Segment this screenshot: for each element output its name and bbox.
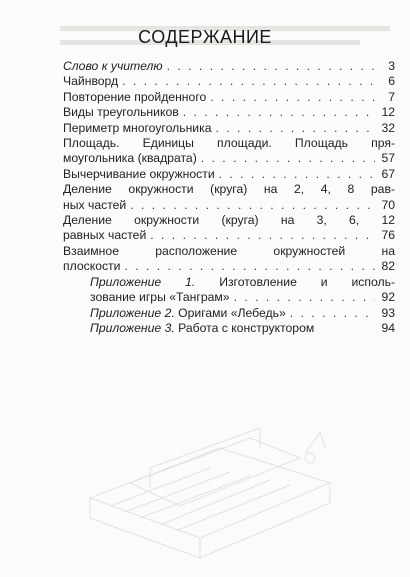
- toc-entry: [63, 321, 395, 336]
- page-title: СОДЕРЖАНИЕ: [138, 27, 272, 47]
- toc-entry-label: плоскости: [63, 259, 121, 274]
- dot-leader: [201, 151, 375, 166]
- toc-entry-page: 12: [381, 105, 395, 120]
- toc-entry-line1: Деление окружности (круга) на 2, 4, 8 рав-: [63, 182, 395, 197]
- toc-entry-page: 76: [381, 228, 395, 243]
- toc-entry-page: 67: [381, 166, 395, 181]
- toc-entry-page: 92: [381, 290, 395, 305]
- toc-entry-label: Виды треугольников: [63, 105, 179, 120]
- appendix-title: Оригами «Лебедь»: [174, 305, 286, 320]
- toc-entry: [63, 306, 395, 321]
- toc-entry-label: Чайнворд: [63, 74, 119, 89]
- appendix-label: Приложение 2.: [90, 305, 175, 320]
- toc-entry: [63, 59, 395, 74]
- dot-leader: [167, 59, 375, 74]
- dot-leader: [130, 198, 375, 213]
- toc-entry-label: Повторение пройденного: [63, 89, 207, 104]
- toc-entry: [63, 290, 395, 305]
- toc-entry-page: 6: [388, 74, 395, 89]
- toc-entry-line1: Деление окружности (круга) на 3, 6, 12: [63, 213, 395, 228]
- dot-leader: [210, 90, 375, 105]
- table-of-contents: [63, 59, 395, 336]
- toc-entry-page: 94: [381, 320, 395, 335]
- dot-leader: [122, 74, 375, 89]
- toc-entry-page: 70: [381, 197, 395, 212]
- toc-entry-page: 82: [381, 259, 395, 274]
- toc-entry-label: ных частей: [63, 197, 127, 212]
- toc-entry-label: Периметр многоугольника: [63, 120, 212, 135]
- toc-entry: [63, 198, 395, 213]
- toc-entry-line1: [63, 275, 395, 290]
- toc-entry-page: 7: [388, 89, 395, 104]
- toc-entry-label: Вычерчивание окружности: [63, 166, 215, 181]
- dot-leader: [234, 290, 375, 305]
- toc-entry: [63, 228, 395, 243]
- toc-entry-page: 93: [381, 305, 395, 320]
- dot-leader: [150, 228, 375, 243]
- toc-entry-page: 3: [388, 59, 395, 73]
- toc-entry-line1: Площадь. Единицы площади. Площадь пря-: [63, 136, 395, 151]
- dot-leader: [183, 105, 375, 120]
- dot-leader: [216, 121, 376, 136]
- toc-entry-label: [90, 306, 286, 321]
- toc-entry-label: зование игры «Танграм»: [90, 290, 230, 305]
- dot-leader: [290, 306, 375, 321]
- dot-leader: [124, 259, 375, 274]
- toc-entry-label: Слово к учителю: [63, 59, 163, 73]
- toc-entry: [63, 151, 395, 166]
- toc-entry: [63, 167, 395, 182]
- appendix-label: Приложение 3.: [90, 320, 175, 335]
- toc-entry-label: равных частей: [63, 228, 147, 243]
- toc-entry-line1: Взаимное расположение окружностей на: [63, 243, 395, 258]
- appendix-title-part: Изготовление и исполь-: [195, 274, 396, 289]
- toc-entry-page: 57: [381, 151, 395, 166]
- toc-entry-label: [90, 321, 314, 336]
- toc-entry: [63, 121, 395, 136]
- appendix-title: Работа с конструктором: [174, 320, 315, 335]
- toc-entry: [63, 74, 395, 89]
- bleed-through-drawing: [70, 388, 360, 568]
- toc-entry-label: моугольника (квадрата): [63, 151, 197, 166]
- toc-entry-page: 32: [381, 120, 395, 135]
- toc-entry: [63, 259, 395, 274]
- toc-entry: [63, 105, 395, 120]
- dot-leader: [219, 167, 375, 182]
- toc-entry: [63, 90, 395, 105]
- appendix-label: Приложение 1.: [90, 274, 196, 289]
